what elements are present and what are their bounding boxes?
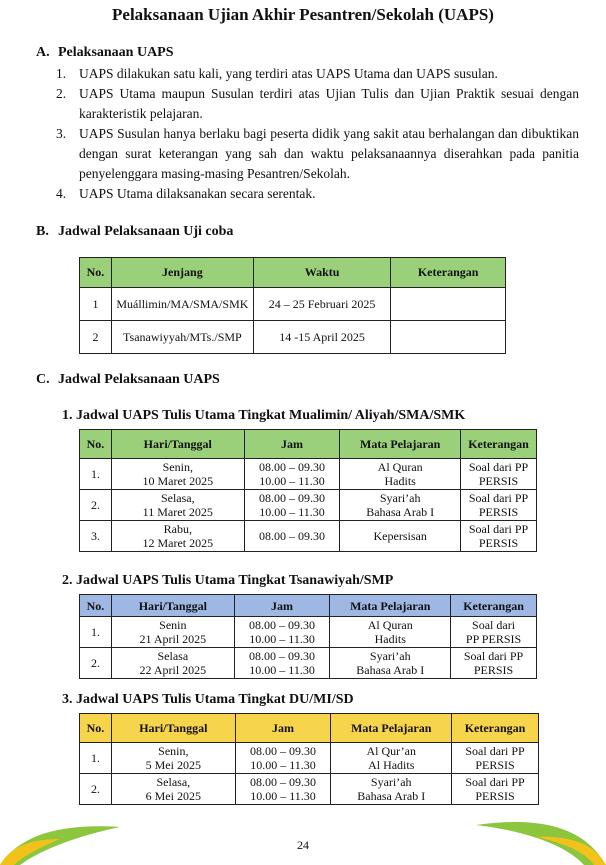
cell-ket-1: Soal dari PP (465, 744, 525, 758)
col-hari-header: Hari/Tanggal (111, 714, 235, 743)
section-c-title: Jadwal Pelaksanaan UAPS (58, 372, 220, 387)
subsection-2-heading (62, 573, 393, 589)
cell-keterangan (461, 521, 537, 552)
table-row (80, 743, 539, 774)
cell-jam-2: 10.00 – 11.30 (250, 789, 316, 803)
cell-ket-1: Soal dari PP (465, 775, 525, 789)
list-item-number: 2. (56, 86, 67, 101)
section-c-letter: C. (36, 372, 50, 387)
cell-keterangan (451, 648, 537, 679)
table-row (80, 774, 539, 805)
cell-hari (111, 648, 234, 679)
cell-jam-1: 08.00 – 09.30 (258, 491, 325, 505)
section-b-title: Jadwal Pelaksanaan Uji coba (58, 224, 234, 239)
cell-jam (235, 743, 331, 774)
cell-mapel (330, 617, 451, 648)
cell-no: 3. (80, 521, 112, 552)
cell-jam-1: 08.00 – 09.30 (250, 775, 317, 789)
table-row (80, 490, 537, 521)
cell-ket-2: PERSIS (478, 536, 519, 550)
table-row (80, 617, 537, 648)
col-keterangan-header: Keterangan (391, 258, 506, 288)
cell-jam-2: 10.00 – 11.30 (259, 505, 325, 519)
cell-mapel-1: Al Quran (377, 460, 423, 474)
cell-day: Selasa (157, 649, 189, 663)
cell-ket-1: Soal dari (472, 618, 516, 632)
cell-jenjang: Muállimin/MA/SMA/SMK (111, 288, 253, 321)
cell-mapel-2: Bahasa Arab I (366, 505, 435, 519)
cell-hari (111, 490, 244, 521)
cell-date: 21 April 2025 (139, 632, 207, 646)
section-c-heading (36, 372, 220, 388)
cell-mapel-1: Al Qur’an (366, 744, 416, 758)
cell-ket-2: PERSIS (478, 474, 519, 488)
cell-mapel (331, 774, 452, 805)
cell-jam-2: 10.00 – 11.30 (259, 474, 325, 488)
col-mapel-header: Mata Pelajaran (330, 595, 451, 617)
col-mapel-header: Mata Pelajaran (331, 714, 452, 743)
cell-hari (111, 521, 244, 552)
cell-jam-2: 10.00 – 11.30 (249, 663, 315, 677)
cell-jam-1: 08.00 – 09.30 (250, 744, 317, 758)
section-a-list (56, 64, 579, 204)
cell-hari (111, 743, 235, 774)
col-no-header: No. (80, 595, 112, 617)
cell-ket-1: Soal dari PP (468, 460, 529, 474)
col-keterangan-header: Keterangan (452, 714, 539, 743)
cell-mapel-2: Al Hadits (368, 758, 415, 772)
subsection-number: 1. (62, 408, 73, 423)
list-item-number: 4. (56, 186, 67, 201)
section-a-title: Pelaksanaan UAPS (58, 45, 174, 60)
cell-date: 6 Mei 2025 (145, 789, 201, 803)
subsection-title: Jadwal UAPS Tulis Utama Tingkat Mualimin/ Aliyah/SMA/SMK (76, 408, 466, 423)
cell-jam-2: 10.00 – 11.30 (249, 632, 315, 646)
cell-jenjang: Tsanawiyyah/MTs./SMP (111, 321, 253, 354)
decorative-leaves-left (0, 805, 140, 865)
cell-mapel-2: Bahasa Arab I (357, 789, 426, 803)
cell-jam-1: 08.00 – 09.30 (249, 618, 316, 632)
cell-mapel (331, 743, 452, 774)
cell-jam-2: 10.00 – 11.30 (250, 758, 316, 772)
list-item-number: 1. (56, 66, 67, 81)
schedule-du-mi-sd-table (79, 713, 539, 805)
cell-ket-2: PERSIS (478, 505, 519, 519)
cell-mapel-2: Hadits (384, 474, 416, 488)
subsection-number: 3. (62, 692, 73, 707)
cell-keterangan (461, 459, 537, 490)
cell-ket-2: PERSIS (475, 758, 515, 772)
col-hari-header: Hari/Tanggal (111, 430, 244, 459)
cell-hari (111, 459, 244, 490)
cell-ket-2: PERSIS (475, 789, 515, 803)
subsection-3-heading (62, 692, 354, 708)
subsection-number: 2. (62, 573, 73, 588)
col-no-header: No. (80, 258, 112, 288)
cell-date: 10 Maret 2025 (142, 474, 214, 488)
cell-ket-2: PERSIS (473, 663, 514, 677)
col-mapel-header: Mata Pelajaran (340, 430, 461, 459)
cell-no: 2. (80, 490, 112, 521)
col-no-header: No. (80, 714, 112, 743)
schedule-tsanawiyah-table (79, 594, 537, 679)
subsection-1-heading (62, 408, 465, 424)
cell-no: 1. (80, 459, 112, 490)
table-header-row (80, 595, 537, 617)
cell-jam (234, 617, 330, 648)
col-keterangan-header: Keterangan (461, 430, 537, 459)
col-no-header: No. (80, 430, 112, 459)
cell-ket-1: Soal dari PP (463, 649, 524, 663)
col-jam-header: Jam (235, 714, 331, 743)
list-item (56, 64, 579, 84)
subsection-title: Jadwal UAPS Tulis Utama Tingkat Tsanawiyah/SMP (76, 573, 394, 588)
cell-mapel-1: Al Quran (367, 618, 413, 632)
list-item (56, 124, 579, 184)
cell-jam-1: 08.00 – 09.30 (249, 649, 316, 663)
cell-mapel-1: Syari’ah (370, 775, 412, 789)
cell-date: 22 April 2025 (139, 663, 207, 677)
cell-day: Selasa, (156, 775, 191, 789)
cell-no: 2 (80, 321, 112, 354)
cell-no: 2. (80, 774, 112, 805)
section-a-heading (36, 45, 174, 61)
cell-jam-1: 08.00 – 09.30 (258, 460, 325, 474)
cell-mapel-2: Bahasa Arab I (356, 663, 425, 677)
cell-waktu: 14 -15 April 2025 (253, 321, 390, 354)
list-item-text: UAPS Utama maupun Susulan terdiri atas Ujian Tulis dan Ujian Praktik sesuai dengan karakteristik pelajaran. (79, 86, 579, 121)
cell-jam (234, 648, 330, 679)
page-number: 24 (297, 838, 309, 852)
cell-keterangan (391, 321, 506, 354)
list-item-text: UAPS Utama dilaksanakan secara serentak. (79, 186, 316, 201)
col-jenjang-header: Jenjang (111, 258, 253, 288)
decorative-leaves-right (446, 795, 606, 865)
table-row (80, 321, 506, 354)
schedule-aliyah-table (79, 429, 537, 552)
cell-date: 12 Maret 2025 (142, 536, 214, 550)
cell-day: Senin, (158, 744, 189, 758)
list-item (56, 84, 579, 124)
table-row (80, 288, 506, 321)
cell-no: 1. (80, 743, 112, 774)
cell-ket-1: Soal dari PP (468, 522, 529, 536)
table-row (80, 459, 537, 490)
col-keterangan-header: Keterangan (451, 595, 537, 617)
table-header-row (80, 258, 506, 288)
cell-hari (111, 617, 234, 648)
cell-mapel-2: Hadits (374, 632, 406, 646)
cell-waktu: 24 – 25 Februari 2025 (253, 288, 390, 321)
cell-ket-2: PP PERSIS (465, 632, 522, 646)
col-jam-header: Jam (244, 430, 340, 459)
section-a-letter: A. (36, 45, 50, 60)
cell-keterangan (452, 774, 539, 805)
cell-jam (244, 490, 340, 521)
cell-jam (235, 774, 331, 805)
cell-day: Senin (159, 618, 187, 632)
cell-mapel (340, 490, 461, 521)
section-b-letter: B. (36, 224, 49, 239)
schedule-trial-table (79, 257, 506, 354)
table-row (80, 521, 537, 552)
col-jam-header: Jam (234, 595, 330, 617)
cell-keterangan (391, 288, 506, 321)
cell-no: 1. (80, 617, 112, 648)
subsection-title: Jadwal UAPS Tulis Utama Tingkat DU/MI/SD (76, 692, 354, 707)
cell-ket-1: Soal dari PP (468, 491, 529, 505)
list-item-text: UAPS Susulan hanya berlaku bagi peserta didik yang sakit atau berhalangan dan dibuktikan dengan surat keterangan yang sah dan waktu pelaksanaannya diserahkan pada panitia penyelenggara masing-masing Pesantren/Sekolah. (79, 126, 579, 181)
cell-keterangan (452, 743, 539, 774)
cell-mapel: Kepersisan (340, 521, 461, 552)
cell-date: 11 Maret 2025 (142, 505, 213, 519)
cell-mapel (330, 648, 451, 679)
cell-no: 2. (80, 648, 112, 679)
cell-keterangan (451, 617, 537, 648)
cell-no: 1 (80, 288, 112, 321)
table-row (80, 648, 537, 679)
cell-day: Senin, (162, 460, 193, 474)
table-header-row (80, 430, 537, 459)
cell-jam (244, 459, 340, 490)
col-hari-header: Hari/Tanggal (111, 595, 234, 617)
page-title: Pelaksanaan Ujian Akhir Pesantren/Sekolah (UAPS) (112, 5, 494, 24)
section-b-heading (36, 224, 233, 240)
cell-mapel-1: Syari’ah (379, 491, 421, 505)
table-header-row (80, 714, 539, 743)
cell-mapel-1: Syari’ah (369, 649, 411, 663)
list-item-text: UAPS dilakukan satu kali, yang terdiri atas UAPS Utama dan UAPS susulan. (79, 66, 498, 81)
cell-hari (111, 774, 235, 805)
cell-mapel (340, 459, 461, 490)
cell-date: 5 Mei 2025 (145, 758, 201, 772)
cell-jam: 08.00 – 09.30 (244, 521, 340, 552)
cell-day: Selasa, (160, 491, 195, 505)
list-item-number: 3. (56, 126, 67, 141)
cell-day: Rabu, (163, 522, 192, 536)
cell-keterangan (461, 490, 537, 521)
list-item (56, 184, 579, 204)
col-waktu-header: Waktu (253, 258, 390, 288)
